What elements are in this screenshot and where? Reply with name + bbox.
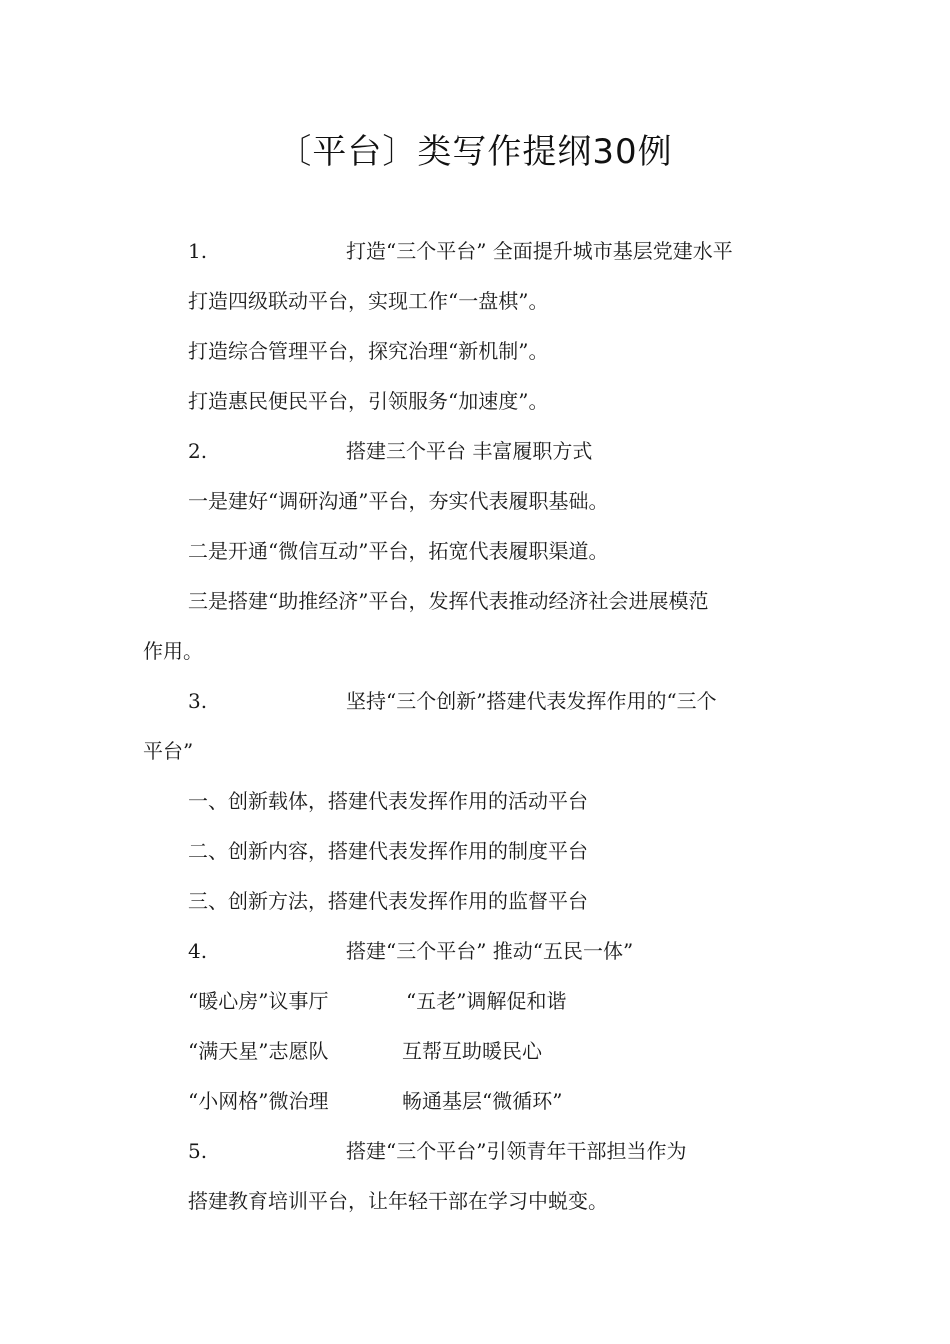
item-number: 1. xyxy=(188,239,208,263)
item-line: 一、创新载体，搭建代表发挥作用的活动平台 xyxy=(188,789,588,813)
item-line: 搭建教育培训平台，让年轻干部在学习中蜕变。 xyxy=(188,1189,608,1213)
item-number: 3. xyxy=(188,689,208,713)
item-line: 三、创新方法，搭建代表发挥作用的监督平台 xyxy=(188,889,588,913)
item-line: 打造四级联动平台，实现工作“一盘棋”。 xyxy=(188,289,549,313)
document-title: 〔平台〕类写作提纲30例 xyxy=(277,132,673,172)
pair-left: “满天星”志愿队 xyxy=(188,1039,329,1063)
pair-left: “小网格”微治理 xyxy=(188,1089,329,1113)
pair-right: 互帮互助暖民心 xyxy=(402,1039,542,1063)
item-heading: 搭建“三个平台”引领青年干部担当作为 xyxy=(346,1139,687,1163)
item-number: 5. xyxy=(188,1139,208,1163)
item-heading: 打造“三个平台” 全面提升城市基层党建水平 xyxy=(346,239,733,263)
item-line: 三是搭建“助推经济”平台，发挥代表推动经济社会进展模范 xyxy=(188,589,709,613)
item-line: 二是开通“微信互动”平台，拓宽代表履职渠道。 xyxy=(188,539,609,563)
item-heading-continuation: 平台” xyxy=(143,739,194,763)
item-number: 4. xyxy=(188,939,208,963)
pair-right: 畅通基层“微循环” xyxy=(402,1089,563,1113)
item-heading: 搭建三个平台 丰富履职方式 xyxy=(346,439,593,463)
pair-left: “暖心房”议事厅 xyxy=(188,989,329,1013)
pair-right: “五老”调解促和谐 xyxy=(406,989,567,1013)
item-line: 一是建好“调研沟通”平台，夯实代表履职基础。 xyxy=(188,489,609,513)
item-line: 打造综合管理平台，探究治理“新机制”。 xyxy=(188,339,549,363)
item-heading: 搭建“三个平台” 推动“五民一体” xyxy=(346,939,634,963)
item-heading: 坚持“三个创新”搭建代表发挥作用的“三个 xyxy=(346,689,717,713)
item-line: 打造惠民便民平台，引领服务“加速度”。 xyxy=(188,389,549,413)
item-line: 作用。 xyxy=(143,639,203,663)
item-number: 2. xyxy=(188,439,208,463)
item-line: 二、创新内容，搭建代表发挥作用的制度平台 xyxy=(188,839,588,863)
